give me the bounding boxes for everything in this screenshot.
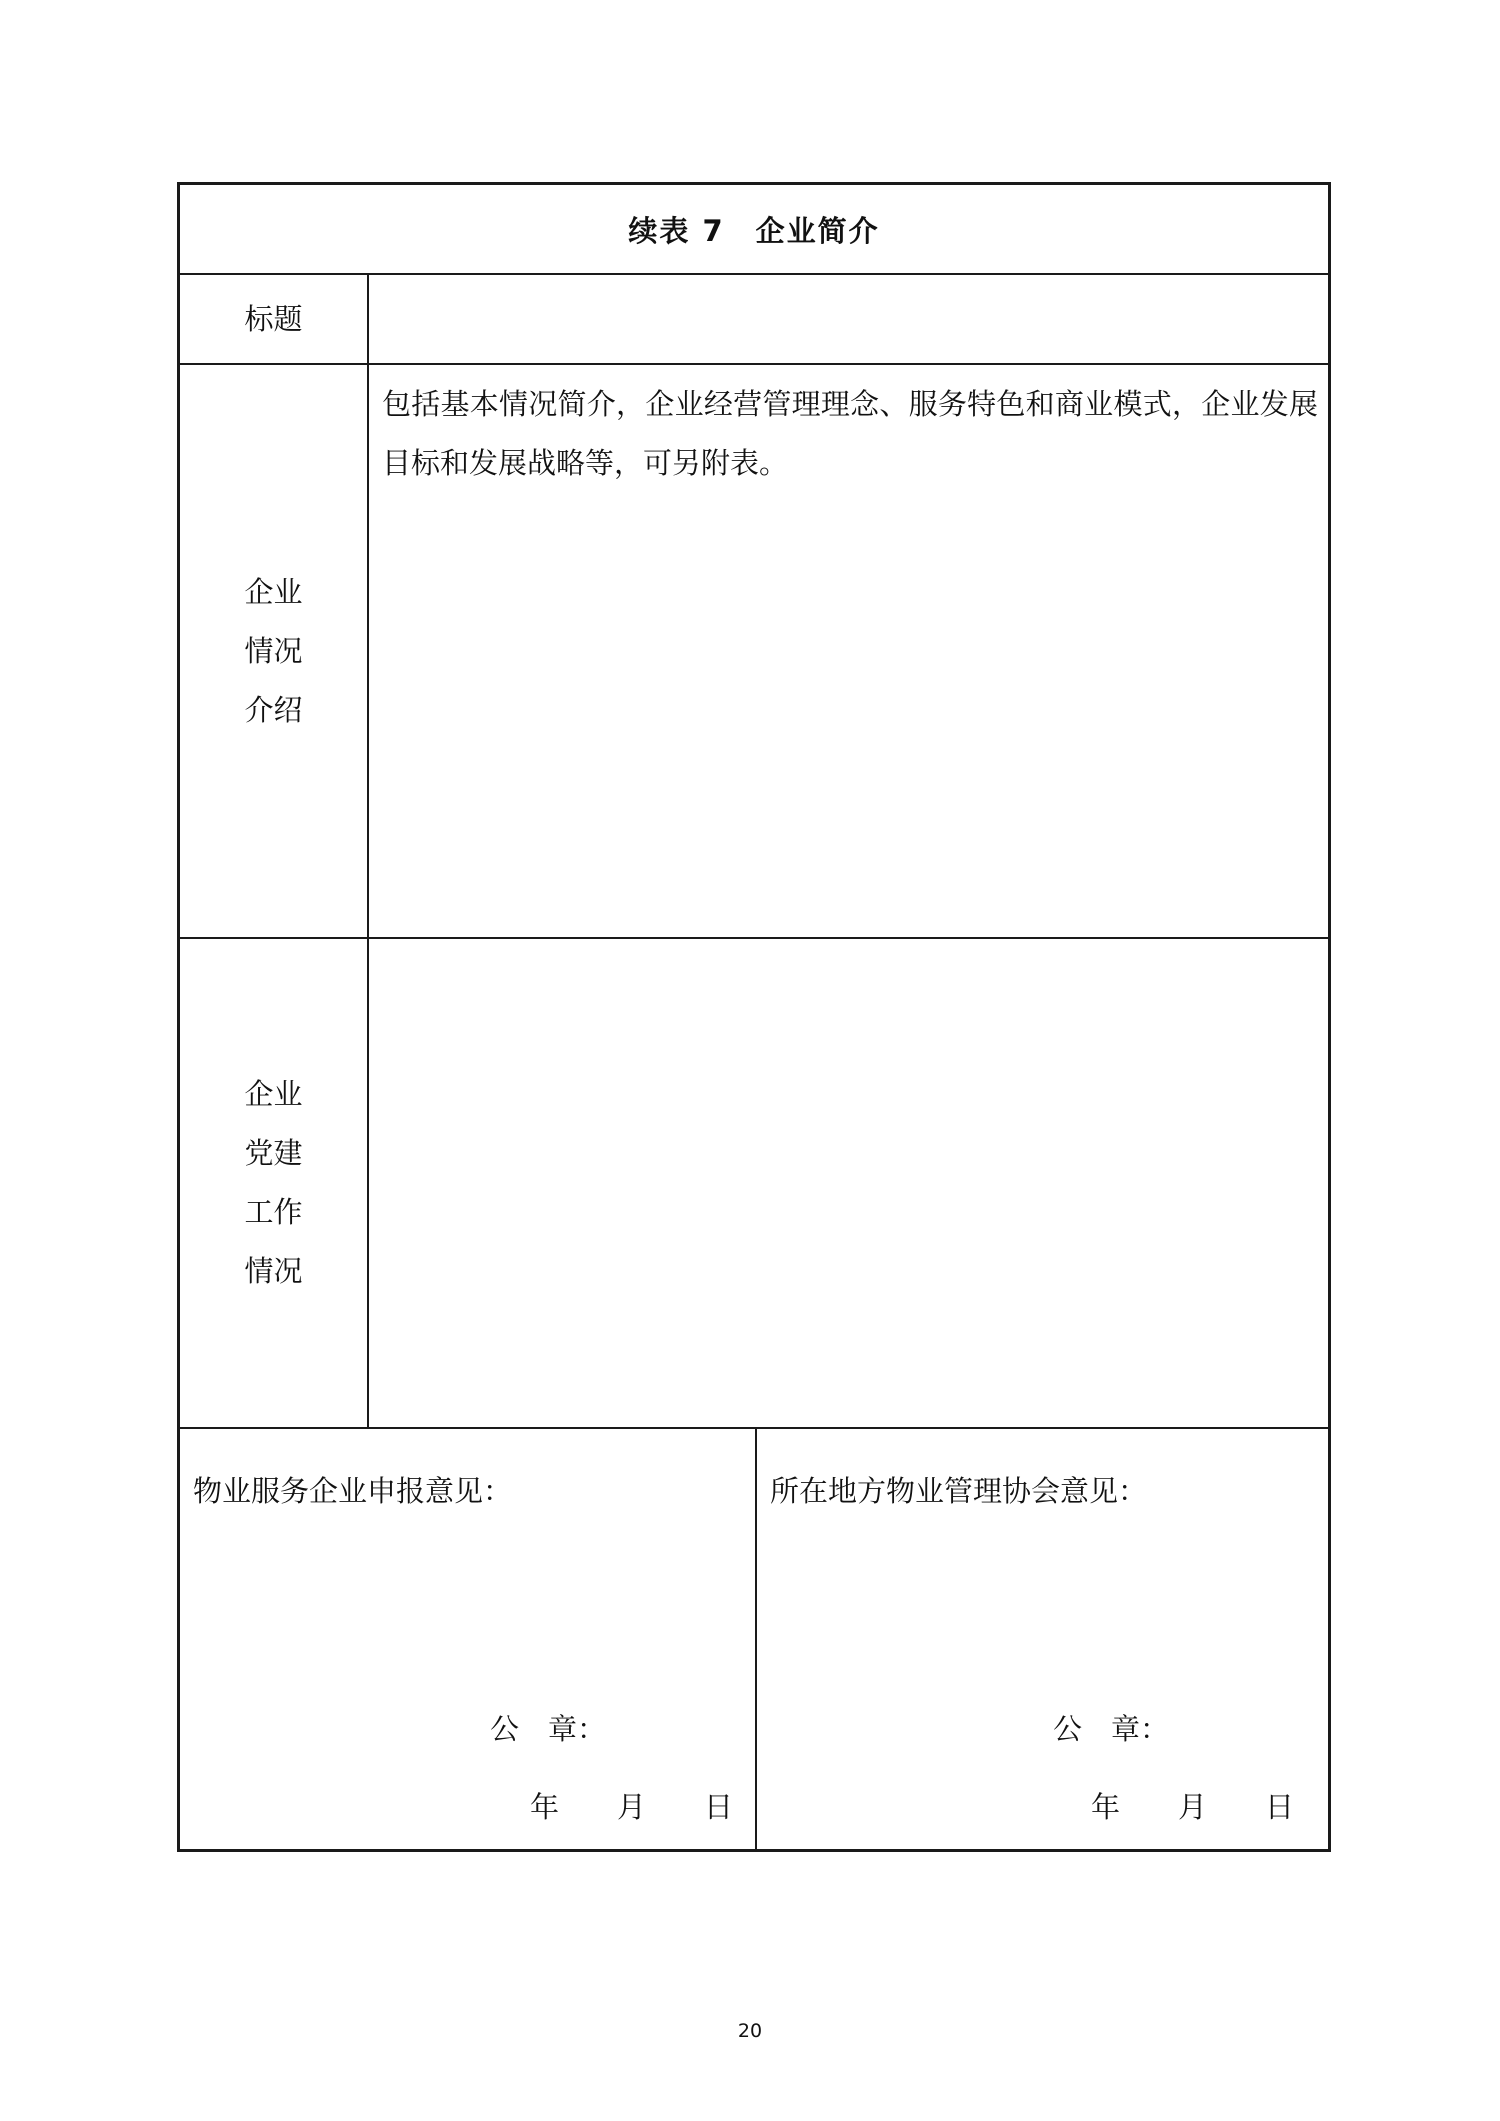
- heading-row: [180, 275, 1328, 365]
- heading-value-cell[interactable]: [369, 275, 1328, 363]
- association-opinion-label: 所在地方物业管理协会意见：: [770, 1474, 1148, 1508]
- party-value-cell[interactable]: [369, 939, 1328, 1427]
- heading-label-cell: [180, 275, 369, 363]
- enterprise-opinion-cell[interactable]: [180, 1429, 757, 1849]
- enterprise-profile-table: [177, 182, 1331, 1852]
- association-opinion-cell[interactable]: [757, 1429, 1328, 1849]
- association-seal-label: 公 章：: [1053, 1712, 1170, 1746]
- intro-label: 企业情况介绍: [244, 574, 303, 727]
- enterprise-seal-label: 公 章：: [490, 1712, 607, 1746]
- opinion-row: [180, 1429, 1328, 1849]
- table-title-row: [180, 185, 1328, 275]
- party-label-cell: [180, 939, 369, 1427]
- enterprise-opinion-label: 物业服务企业申报意见：: [193, 1474, 513, 1508]
- intro-label-cell: [180, 365, 369, 937]
- intro-instruction-text: 包括基本情况简介，企业经营管理理念、服务特色和商业模式，企业发展目标和发展战略等，可另附表。: [382, 387, 1318, 480]
- heading-label: 标题: [244, 301, 303, 336]
- enterprise-date-label: 年 月 日: [530, 1790, 734, 1824]
- association-date-label: 年 月 日: [1091, 1790, 1295, 1824]
- party-label: 企业党建工作情况: [244, 1077, 303, 1288]
- party-building-row: [180, 939, 1328, 1429]
- intro-value-cell[interactable]: [369, 365, 1328, 937]
- page-number: 20: [737, 2020, 763, 2042]
- table-title: 续表 7 企业简介: [628, 213, 880, 248]
- intro-row: [180, 365, 1328, 939]
